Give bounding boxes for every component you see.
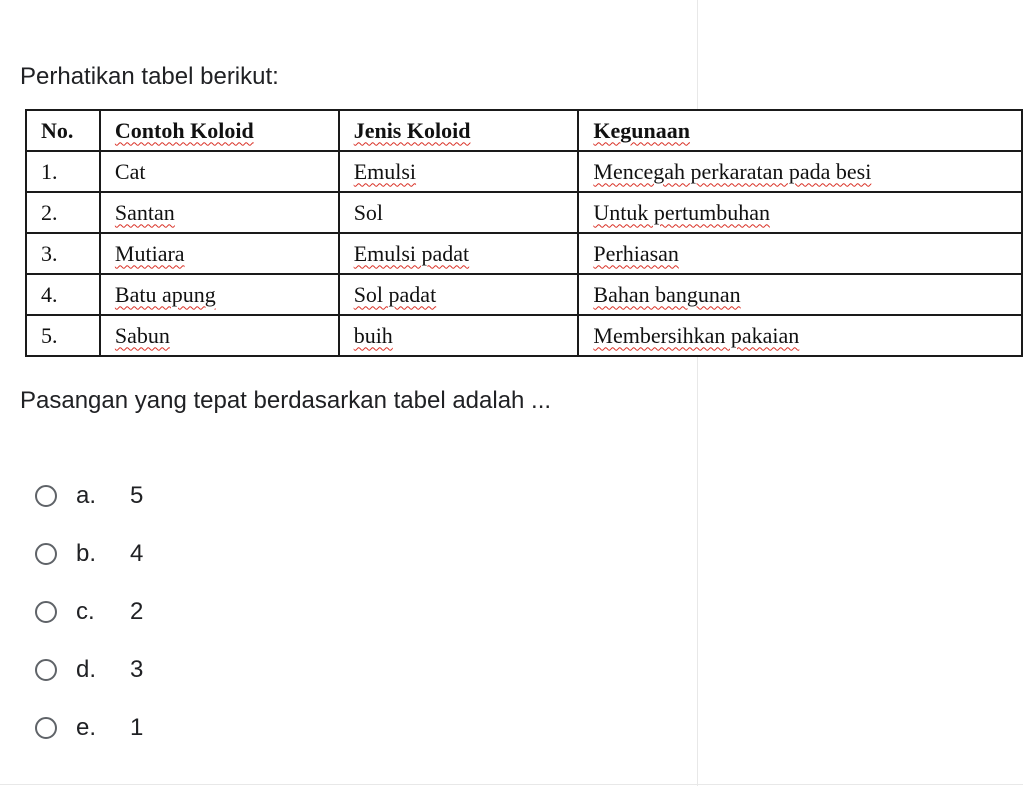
table-row — [26, 274, 1022, 315]
radio-button-icon[interactable] — [35, 717, 57, 739]
option-value: 4 — [130, 540, 144, 567]
table-cell-contoh: Sabun — [100, 315, 339, 356]
table-row — [26, 233, 1022, 274]
option-letter: e. — [76, 714, 97, 741]
answer-options — [35, 467, 143, 757]
table-row — [26, 192, 1022, 233]
table-cell-jenis: Sol padat — [339, 274, 579, 315]
header-no: No. — [26, 110, 100, 151]
radio-button-icon[interactable] — [35, 543, 57, 565]
question-prompt-text: Pasangan yang tepat berdasarkan tabel adalah ... — [20, 387, 552, 414]
table-cell-jenis: Emulsi padat — [339, 233, 579, 274]
option-e[interactable] — [35, 699, 143, 757]
table-cell-no: 5. — [26, 315, 100, 356]
option-value: 5 — [130, 482, 144, 509]
table-cell-jenis: buih — [339, 315, 579, 356]
option-d[interactable] — [35, 641, 143, 699]
table-cell-kegunaan: Bahan bangunan — [578, 274, 1022, 315]
option-a[interactable] — [35, 467, 143, 525]
option-b[interactable] — [35, 525, 143, 583]
table-cell-contoh: Mutiara — [100, 233, 339, 274]
table-cell-contoh: Cat — [100, 151, 339, 192]
table-cell-kegunaan: Perhiasan — [578, 233, 1022, 274]
option-letter: d. — [76, 656, 97, 683]
table-cell-contoh: Batu apung — [100, 274, 339, 315]
table-cell-kegunaan: Mencegah perkaratan pada besi — [578, 151, 1022, 192]
table-row — [26, 315, 1022, 356]
option-letter: b. — [76, 540, 97, 567]
radio-button-icon[interactable] — [35, 485, 57, 507]
header-contoh-koloid: Contoh Koloid — [100, 110, 339, 151]
table-cell-no: 2. — [26, 192, 100, 233]
table-cell-contoh: Santan — [100, 192, 339, 233]
radio-button-icon[interactable] — [35, 601, 57, 623]
option-letter: a. — [76, 482, 97, 509]
option-value: 3 — [130, 656, 144, 683]
table-cell-jenis: Emulsi — [339, 151, 579, 192]
option-c[interactable] — [35, 583, 143, 641]
table-cell-jenis: Sol — [339, 192, 579, 233]
table-cell-kegunaan: Membersihkan pakaian — [578, 315, 1022, 356]
content-divider-horizontal — [0, 784, 1023, 785]
table-header-row — [26, 110, 1022, 151]
radio-button-icon[interactable] — [35, 659, 57, 681]
koloid-table — [25, 109, 1023, 357]
header-kegunaan: Kegunaan — [578, 110, 1022, 151]
table-cell-no: 4. — [26, 274, 100, 315]
option-value: 1 — [130, 714, 144, 741]
option-letter: c. — [76, 598, 95, 625]
table-cell-no: 1. — [26, 151, 100, 192]
question-intro-text: Perhatikan tabel berikut: — [20, 63, 279, 90]
table-cell-no: 3. — [26, 233, 100, 274]
table-row — [26, 151, 1022, 192]
header-jenis-koloid: Jenis Koloid — [339, 110, 579, 151]
table-cell-kegunaan: Untuk pertumbuhan — [578, 192, 1022, 233]
koloid-table-image — [25, 109, 1023, 357]
option-value: 2 — [130, 598, 144, 625]
